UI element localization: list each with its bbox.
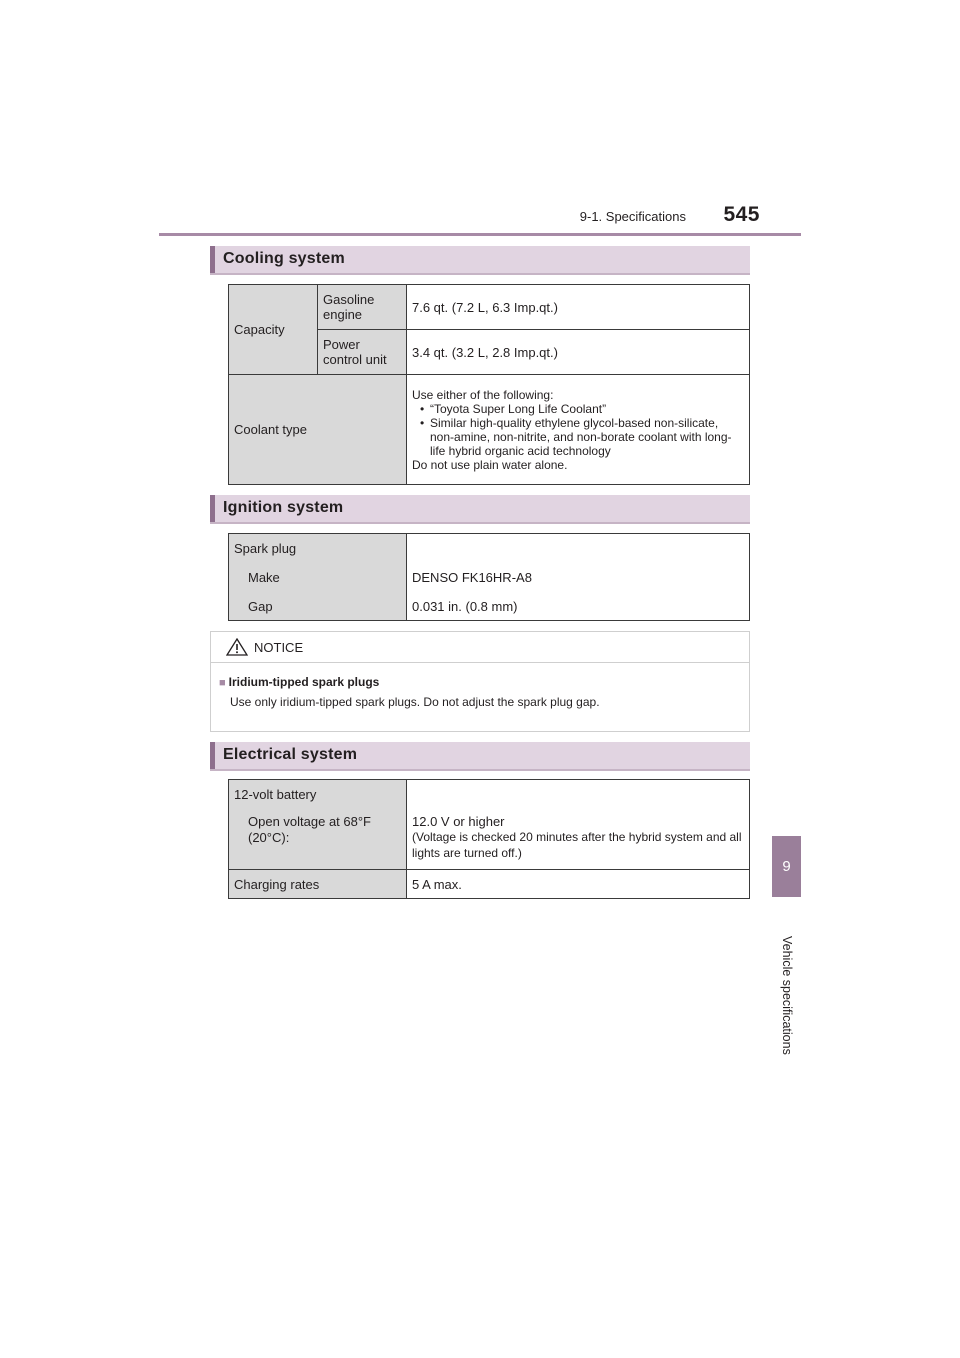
notice-box: [210, 631, 750, 732]
gap-value: 0.031 in. (0.8 mm): [412, 599, 518, 614]
battery-label: 12-volt battery: [234, 787, 317, 802]
gasoline-engine-value: 7.6 qt. (7.2 L, 6.3 Imp.qt.): [407, 285, 750, 330]
notice-label: NOTICE: [254, 640, 304, 655]
cooling-system-heading: [210, 246, 750, 275]
make-value: DENSO FK16HR-A8: [412, 570, 532, 585]
list-item: [412, 402, 744, 416]
coolant-note: Do not use plain water alone.: [412, 457, 568, 472]
table-row: [229, 375, 750, 485]
battery-value-cell: [407, 780, 750, 870]
notice-subhead-text: Iridium-tipped spark plugs: [228, 675, 380, 689]
section-reference: 9-1. Specifications: [579, 209, 686, 224]
charging-rates-value: 5 A max.: [407, 870, 750, 899]
coolant-option-2: Similar high-quality ethylene glycol-based non-silicate, non-amine, non-nitrite, and non-borate coolant with long-life hybrid organic acid technology: [430, 415, 732, 458]
electrical-system-table: [228, 779, 750, 899]
notice-text: Use only iridium-tipped spark plugs. Do not adjust the spark plug gap.: [230, 695, 600, 709]
notice-body: [211, 663, 749, 709]
bullet: •: [420, 401, 425, 416]
list-item: [412, 416, 744, 458]
square-bullet-icon: ■: [219, 677, 226, 689]
chapter-tab-label: [772, 936, 801, 1066]
notice-header: [211, 632, 749, 663]
charging-rates-label: Charging rates: [229, 870, 407, 899]
chapter-tab-label-text: Vehicle specifications: [779, 936, 794, 1055]
ignition-system-table: [228, 533, 750, 621]
spark-plug-label: Spark plug: [234, 541, 297, 556]
coolant-type-label: Coolant type: [229, 375, 407, 485]
bullet: •: [420, 415, 425, 430]
battery-label-cell: [229, 780, 407, 870]
chapter-tab-number: 9: [772, 836, 801, 897]
gap-label: Gap: [248, 599, 273, 614]
header-rule: [159, 233, 801, 236]
open-voltage-value: 12.0 V or higher: [412, 814, 505, 829]
make-label: Make: [248, 570, 280, 585]
notice-subheading: [219, 675, 749, 689]
table-row: [229, 285, 750, 330]
electrical-system-heading: [210, 742, 750, 771]
coolant-type-value: [407, 375, 750, 485]
electrical-system-title: Electrical system: [223, 746, 358, 763]
ignition-system-heading: [210, 495, 750, 524]
power-control-unit-value: 3.4 qt. (3.2 L, 2.8 Imp.qt.): [407, 330, 750, 375]
open-voltage-label: Open voltage at 68°F (20°C):: [248, 814, 371, 845]
table-row: [229, 780, 750, 870]
open-voltage-note: (Voltage is checked 20 minutes after the hybrid system and all lights are turned off.): [412, 830, 742, 860]
table-row: [229, 870, 750, 899]
spark-plug-value-cell: [407, 534, 750, 621]
spark-plug-label-cell: [229, 534, 407, 621]
coolant-intro: Use either of the following:: [412, 387, 554, 402]
table-row: [229, 534, 750, 621]
ignition-system-title: Ignition system: [223, 499, 344, 516]
capacity-label: Capacity: [229, 285, 318, 375]
cooling-system-title: Cooling system: [223, 250, 345, 267]
page-header: [0, 0, 960, 240]
power-control-unit-label: Power control unit: [318, 330, 407, 375]
cooling-system-table: [228, 284, 750, 485]
coolant-option-1: “Toyota Super Long Life Coolant”: [430, 401, 607, 416]
gasoline-engine-label: Gasoline engine: [318, 285, 407, 330]
page-number: 545: [723, 203, 760, 226]
warning-triangle-icon: [226, 638, 248, 661]
